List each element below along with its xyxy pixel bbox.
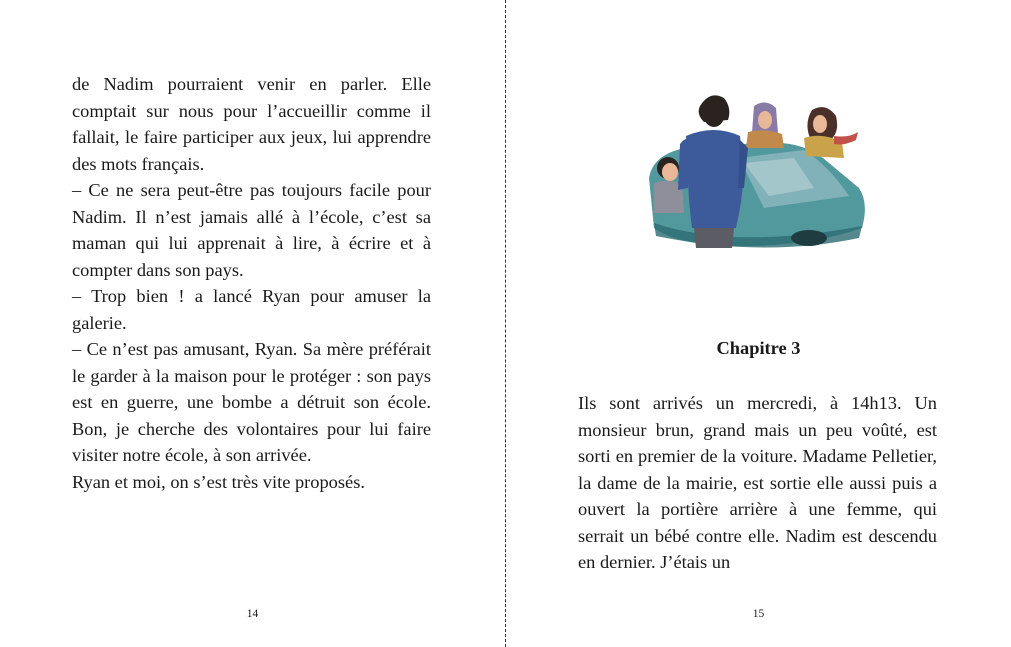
chapter-title: Chapitre 3 (716, 338, 801, 358)
right-page-text (578, 390, 937, 576)
left-page-text (72, 71, 431, 495)
paragraph: Ryan et moi, on s’est très vite proposés. (72, 471, 365, 492)
page-number-right: 15 (752, 608, 765, 620)
page-number-left: 14 (246, 608, 259, 620)
paragraph: Ils sont arrivés un mercredi, à 14h13. Un monsieur brun, grand mais un peu voûté, est sorti en premier de la voiture. Madame Pelletier, la dame de la mairie, est sortie elle aussi puis a ouvert la portière arrière à une femme, qui serrait un bébé contre elle. Nadim est descendu en dernier. J’étais un (578, 393, 937, 572)
chapter-illustration (644, 88, 874, 293)
paragraph: – Trop bien ! a lancé Ryan pour amuser la galerie. (72, 286, 431, 333)
paragraph: – Ce n’est pas amusant, Ryan. Sa mère préférait le garder à la maison pour le protéger : son pays est en guerre, une bombe a détruit son école. Bon, je cherche des volontaires pour lui faire visiter notre école, à son arrivée. (72, 339, 431, 465)
paragraph: de Nadim pourraient venir en parler. Elle comptait sur nous pour l’accueillir comme il fallait, le faire participer aux jeux, lui apprendre des mots français. (72, 74, 431, 174)
right-page (506, 0, 1011, 647)
left-page (0, 0, 505, 647)
paragraph: – Ce ne sera peut-être pas toujours facile pour Nadim. Il n’est jamais allé à l’école, c’est sa maman qui lui apprenait à lire, à écrire et à compter dans son pays. (72, 180, 431, 280)
